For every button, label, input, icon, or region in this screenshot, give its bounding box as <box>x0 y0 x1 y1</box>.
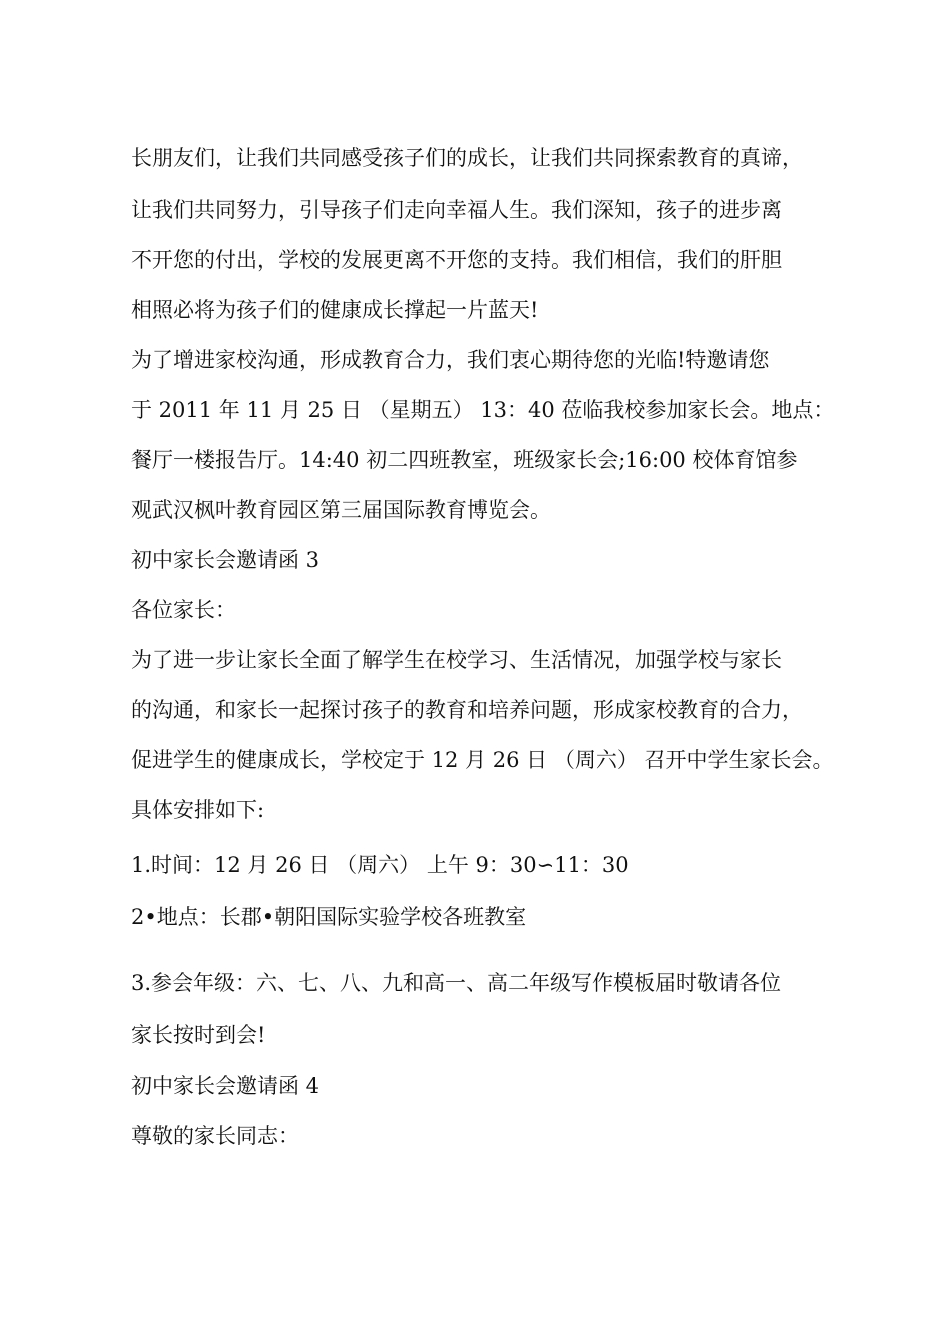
list-item: 1.时间：12 月 26 日 （周六） 上午 9：30∽11：30 <box>131 853 629 877</box>
section-heading: 初中家长会邀请函 4 <box>131 1074 320 1098</box>
paragraph-line: 为了增进家校沟通，形成教育合力，我们衷心期待您的光临!特邀请您 <box>131 348 770 372</box>
paragraph-line: 于 2011 年 11 月 25 日 （星期五） 13：40 莅临我校参加家长会。地点： <box>131 398 835 422</box>
paragraph-line: 观武汉枫叶教育园区第三届国际教育博览会。 <box>131 498 551 522</box>
section-heading: 初中家长会邀请函 3 <box>131 548 320 572</box>
list-item: 2•地点：长郡•朝阳国际实验学校各班教室 <box>131 905 527 929</box>
salutation: 尊敬的家长同志： <box>131 1124 299 1148</box>
paragraph-line: 为了进一步让家长全面了解学生在校学习、生活情况，加强学校与家长 <box>131 648 782 672</box>
paragraph-line: 让我们共同努力，引导孩子们走向幸福人生。我们深知，孩子的进步离 <box>131 198 782 222</box>
paragraph-line: 相照必将为孩子们的健康成长撑起一片蓝天! <box>131 298 539 322</box>
paragraph-line: 不开您的付出，学校的发展更离不开您的支持。我们相信，我们的肝胆 <box>131 248 782 272</box>
paragraph-line: 餐厅一楼报告厅。14:40 初二四班教室，班级家长会;16:00 校体育馆参 <box>131 448 798 472</box>
paragraph-line: 长朋友们，让我们共同感受孩子们的成长，让我们共同探索教育的真谛， <box>131 146 803 170</box>
paragraph-line: 促进学生的健康成长，学校定于 12 月 26 日 （周六） 召开中学生家长会。 <box>131 748 834 772</box>
paragraph-line: 家长按时到会! <box>131 1023 266 1047</box>
salutation: 各位家长： <box>131 598 236 622</box>
paragraph-line: 具体安排如下: <box>131 798 265 822</box>
list-item: 3.参会年级：六、七、八、九和高一、高二年级写作模板届时敬请各位 <box>131 971 782 995</box>
paragraph-line: 的沟通，和家长一起探讨孩子的教育和培养问题，形成家校教育的合力， <box>131 698 803 722</box>
